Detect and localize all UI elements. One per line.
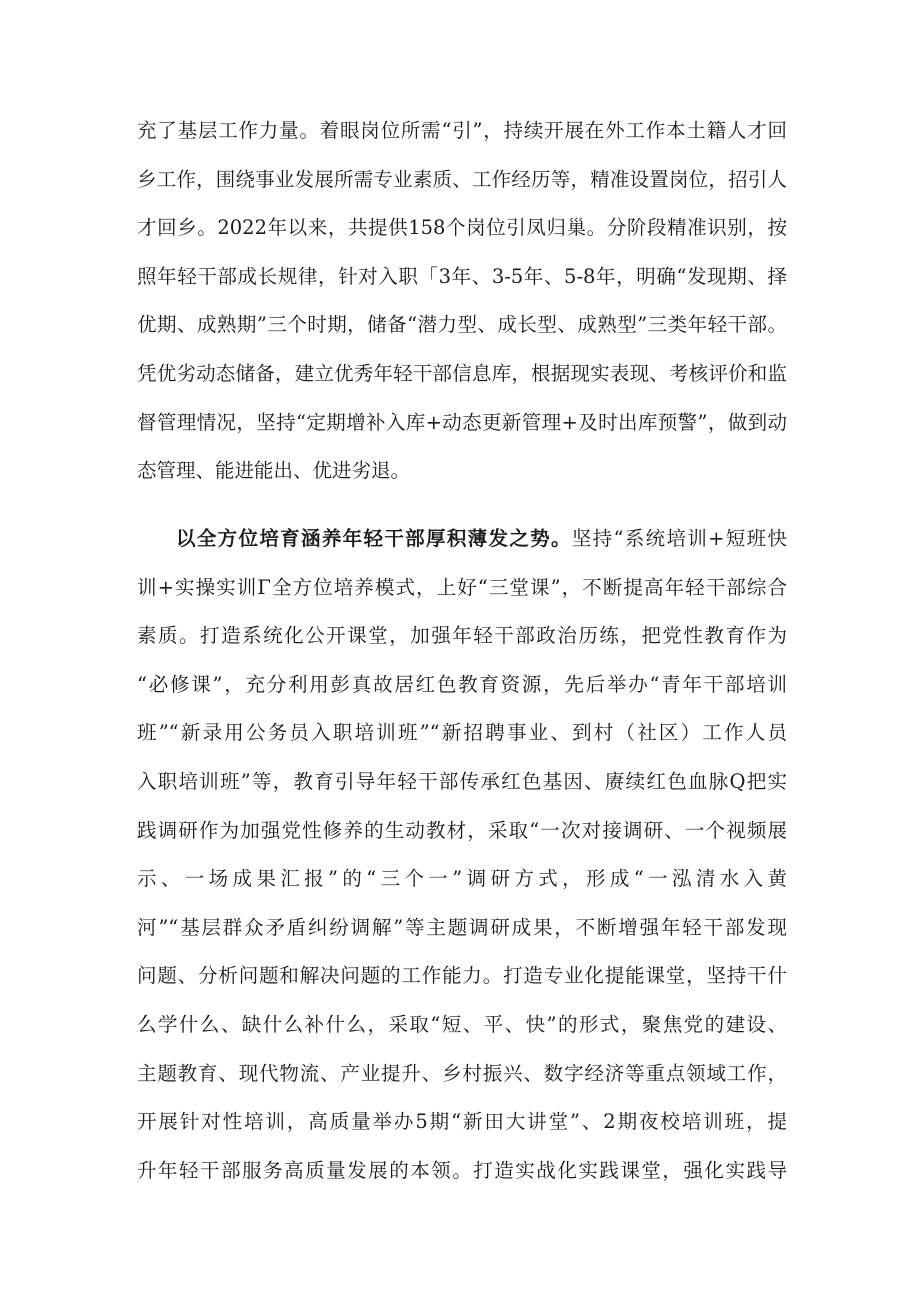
paragraph-2: [137, 515, 787, 1195]
text-line: 才回乡。2022年以来，共提供158个岗位引凤归巢。分阶段精准识别，按: [137, 216, 787, 240]
text-line: 主题教育、现代物流、产业提升、乡村振兴、数字经济等重点领域工作，: [137, 1061, 787, 1085]
text-line: 督管理情况，坚持“定期增补入库+动态更新管理+及时出库预警”，做到动: [137, 410, 787, 434]
text-line: 素质。打造系统化公开课堂，加强年轻干部政治历练，把党性教育作为: [137, 624, 787, 648]
text-line: 么学什么、缺什么补什么，采取“短、平、快”的形式，聚焦党的建设、: [137, 1012, 787, 1036]
text-line: 照年轻干部成长规律，针对入职「3年、3-5年、5-8年，明确“发现期、择: [137, 264, 787, 288]
paragraph-heading: 以全方位培育涵养年轻干部厚积薄发之势。: [176, 527, 572, 550]
text-line: 示、一场成果汇报”的“三个一”调研方式，形成“一泓清水入黄: [137, 867, 787, 891]
text-line: 训+实操实训Γ全方位培养模式，上好“三堂课”，不断提高年轻干部综合: [137, 575, 787, 599]
text-line: 践调研作为加强党性修养的生动教材，采取“一次对接调研、一个视频展: [137, 818, 787, 842]
text-line: “必修课”，充分利用彭真故居红色教育资源，先后举办“青年干部培训: [137, 672, 787, 696]
paragraph-first-line: [137, 515, 787, 564]
text-line: 升年轻干部服务高质量发展的本领。打造实战化实践课堂，强化实践导: [137, 1158, 787, 1182]
text-line: 河”“基层群众矛盾纠纷调解”等主题调研成果，不断增强年轻干部发现: [137, 915, 787, 939]
text-line: 态管理、能进能出、优进劣退。: [137, 459, 411, 483]
text-line: 充了基层工作力量。着眼岗位所需“引”，持续开展在外工作本土籍人才回: [137, 119, 787, 142]
text-line: 凭优劣动态储备，建立优秀年轻干部信息库，根据现实表现、考核评价和监: [137, 361, 787, 385]
text-line: 入职培训班”等，教育引导年轻干部传承红色基因、赓续红色血脉Q把实: [137, 769, 787, 793]
text-line: 优期、成熟期”三个时期，储备“潜力型、成长型、成熟型”三类年轻干部。: [137, 313, 787, 337]
text-span: 坚持“系统培训+短班快: [571, 527, 787, 550]
paragraph-1: [137, 107, 787, 496]
text-line: 问题、分析问题和解决问题的工作能力。打造专业化提能课堂，坚持干什: [137, 964, 787, 988]
text-line: 乡工作，围绕事业发展所需专业素质、工作经历等，精准设置岗位，招引人: [137, 167, 787, 191]
text-line: 开展针对性培训，高质量举办5期“新田大讲堂”、2期夜校培训班，提: [137, 1110, 787, 1134]
text-line: 班”“新录用公务员入职培训班”“新招聘事业、到村（社区）工作人员: [137, 721, 787, 745]
